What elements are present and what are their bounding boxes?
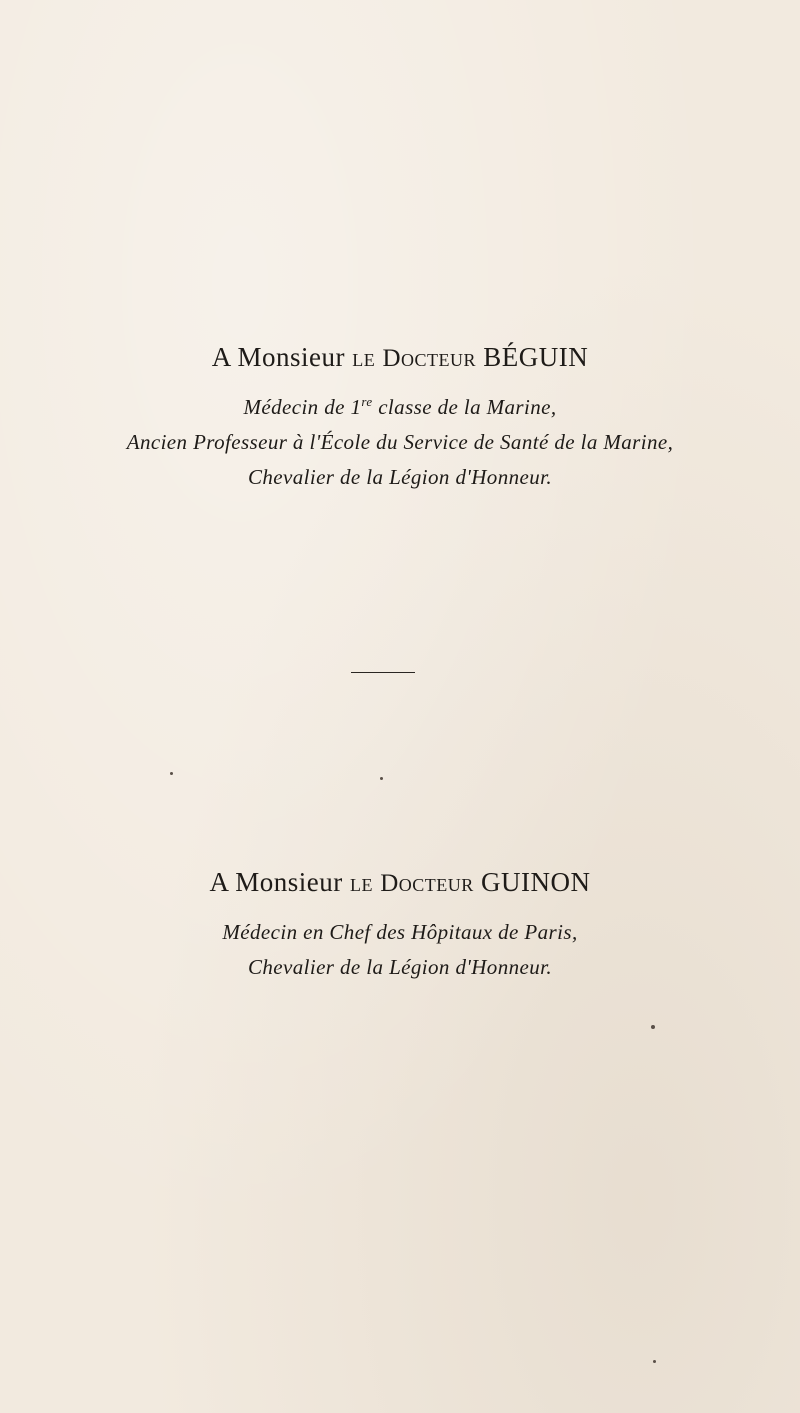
rank-text-a: Médecin de 1 xyxy=(243,395,362,419)
dedication-heading xyxy=(0,863,800,903)
paper-speck xyxy=(651,1025,655,1029)
dedication-line-rank xyxy=(0,390,800,425)
dedication-line-professor: Ancien Professeur à l'École du Service de Santé de la Marine, xyxy=(126,430,674,454)
dedication-line-honor: Chevalier de la Légion d'Honneur. xyxy=(247,465,553,489)
heading-name: GUINON xyxy=(481,867,591,897)
paper-speck xyxy=(653,1360,656,1363)
paper-speck xyxy=(170,772,173,775)
heading-title: Docteur xyxy=(380,870,474,897)
heading-name: BÉGUIN xyxy=(483,342,589,372)
dedication-guinon xyxy=(0,863,800,985)
heading-title: Docteur xyxy=(382,345,477,372)
paper-speck xyxy=(380,777,383,780)
rank-superscript: re xyxy=(361,394,373,409)
separator-rule xyxy=(351,672,415,673)
heading-le: le xyxy=(349,870,373,897)
heading-le: le xyxy=(352,345,376,372)
heading-prefix: A Monsieur xyxy=(209,867,343,897)
heading-prefix: A Monsieur xyxy=(211,342,345,372)
dedication-beguin xyxy=(0,338,800,495)
dedication-line-position: Médecin en Chef des Hôpitaux de Paris, xyxy=(222,920,578,944)
dedication-heading xyxy=(0,338,800,378)
rank-text-b: classe de la Marine, xyxy=(372,395,557,419)
dedication-line-honor: Chevalier de la Légion d'Honneur. xyxy=(247,955,553,979)
